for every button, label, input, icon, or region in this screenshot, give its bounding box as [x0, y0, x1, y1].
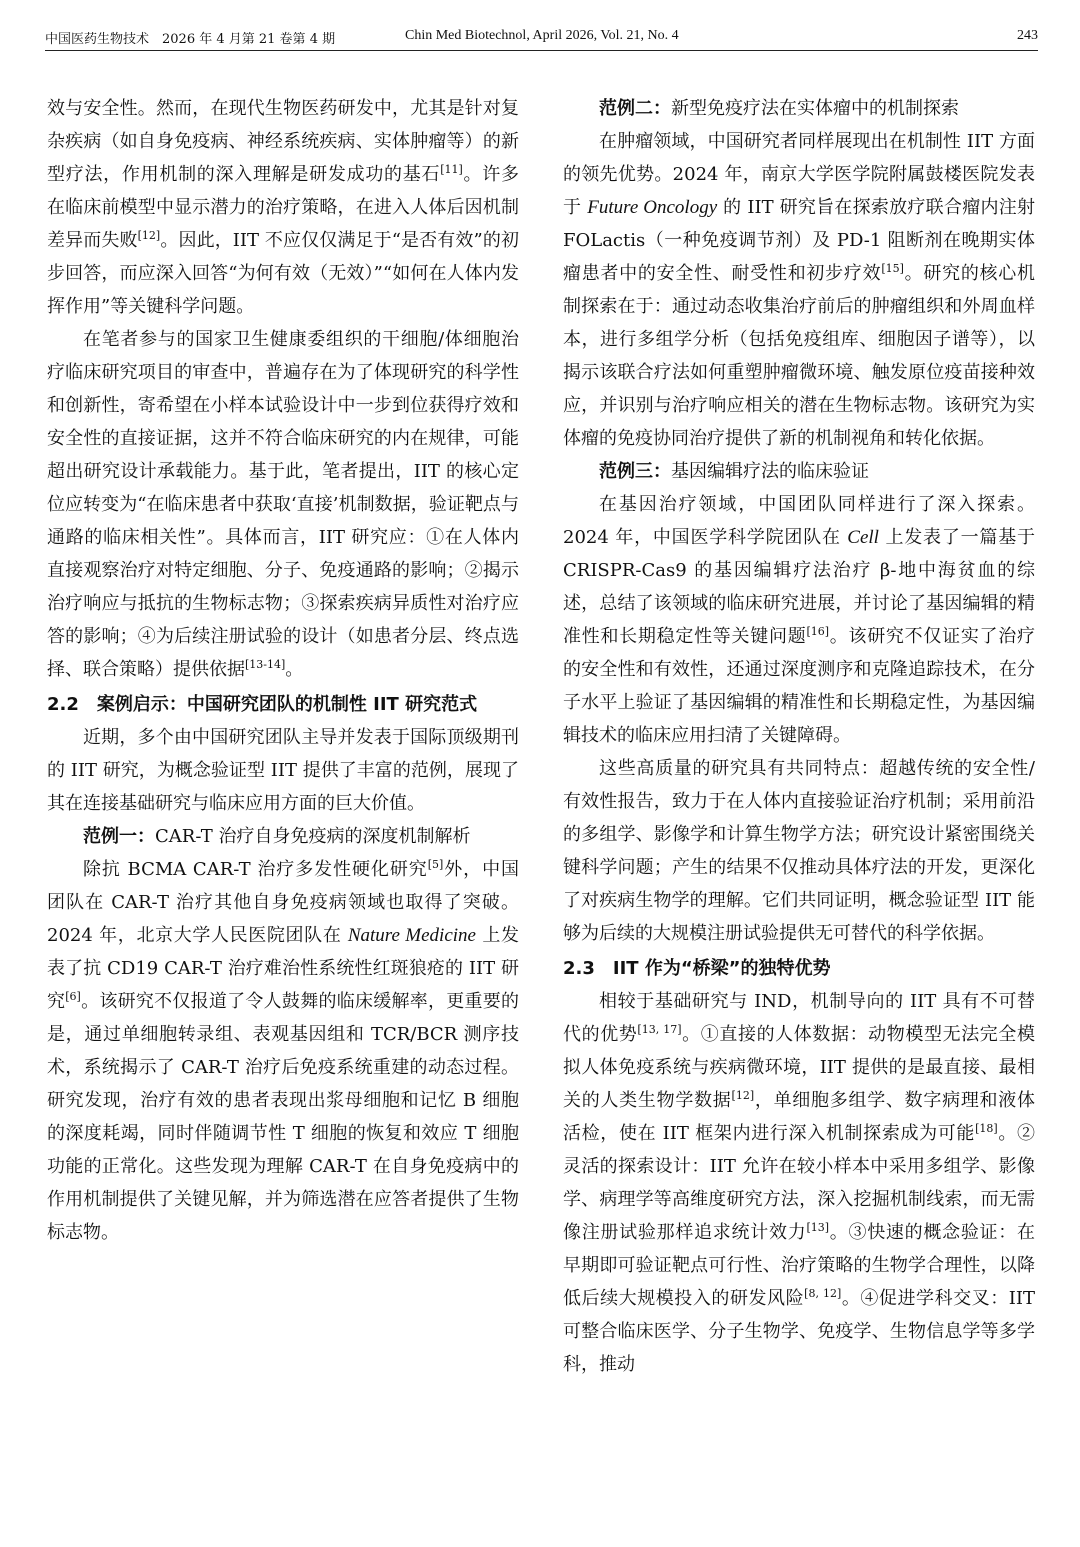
right-column [563, 92, 1035, 1381]
journal-cn: 中国医药生物技术 2026 年 4 月第 21 卷第 4 期 [45, 32, 336, 47]
journal-en: Chin Med Biotechnol, April 2026, Vol. 21, No. 4 [405, 28, 679, 43]
journal-name: Cell [847, 527, 879, 548]
paragraph: 这些高质量的研究具有共同特点：超越传统的安全性/有效性报告，致力于在人体内直接验证治疗机制；采用前沿的多组学、影像学和计算生物学方法；研究设计紧密围绕关键科学问题；产生的结果不仅推动具体疗法的开发，更深化了对疾病生物学的理解。它们共同证明，概念验证型 IIT 能够为后续的大规模注册试验提供无可替代的科学依据。 [563, 758, 1035, 944]
journal-name: Future Oncology [587, 197, 718, 218]
journal-name: Nature Medicine [347, 925, 476, 946]
citation[interactable]: [12] [137, 229, 161, 242]
citation[interactable]: [5] [427, 858, 444, 871]
page-number: 243 [1017, 28, 1038, 43]
paragraph: 相较于基础研究与 IND，机制导向的 IIT 具有不可替代的优势[13, 17]。①直接的人体数据：动物模型无法完全模拟人体免疫系统与疾病微环境，IIT 提供的是最直接、最相关的人类生物学数据[12]，单细胞多组学、数字病理和液体活检，使在 IIT 框架内进行深入机制探索成为可能[18]。②灵活的探索设计：IIT 允许在较小样本中采用多组学、影像学、病理学等高维度研究方法，深入挖掘机制线索，而无需像注册试验那样追求统计效力[13]。③快速的概念验证：在早期即可验证靶点可行性、治疗策略的生物学合理性，以降低后续大规模投入的研发风险[8, 12]。④促进学科交叉：IIT 可整合临床医学、分子生物学、免疫学、生物信息学等多学科，推动 [563, 991, 1036, 1375]
section-heading-2-2: 2.2 案例启示：中国研究团队的机制性 IIT 研究范式 [47, 694, 478, 715]
example-heading: 范例一：CAR-T 治疗自身免疫病的深度机制解析 [83, 826, 471, 847]
running-header [45, 28, 1038, 51]
section-heading-2-3: 2.3 IIT 作为“桥梁”的独特优势 [563, 958, 831, 979]
citation[interactable]: [18] [975, 1122, 998, 1135]
citation[interactable]: [13] [806, 1221, 830, 1234]
citation[interactable]: [13-14] [245, 658, 286, 671]
paragraph: 近期，多个由中国研究团队主导并发表于国际顶级期刊的 IIT 研究，为概念验证型 IIT 提供了丰富的范例，展现了其在连接基础研究与临床应用方面的巨大价值。 [47, 727, 519, 814]
citation[interactable]: [16] [806, 625, 830, 638]
citation[interactable]: [13, 17] [637, 1023, 682, 1036]
citation[interactable]: [8, 12] [804, 1287, 842, 1300]
paragraph: 在笔者参与的国家卫生健康委组织的干细胞/体细胞治疗临床研究项目的审查中，普遍存在为了体现研究的科学性和创新性，寄希望在小样本试验设计中一步到位获得疗效和安全性的直接证据，这并不符合临床研究的内在规律，可能超出研究设计承载能力。基于此，笔者提出，IIT 的核心定位应转变为“在临床患者中获取‘直接’机制数据，验证靶点与通路的临床相关性”。具体而言，IIT 研究应：①在人体内直接观察治疗对特定细胞、分子、免疫通路的影响；②揭示治疗响应与抵抗的生物标志物；③探索疾病异质性对治疗应答的影响；④为后续注册试验的设计（如患者分层、终点选择、联合策略）提供依据[13-14]。 [47, 329, 519, 680]
left-column [47, 92, 519, 1249]
citation[interactable]: [6] [65, 990, 81, 1003]
paragraph: 在肿瘤领域，中国研究者同样展现出在机制性 IIT 方面的领先优势。2024 年，南京大学医学院附属鼓楼医院发表于 Future Oncology 的 IIT 研究旨在探索放疗联合瘤内注射 FOLactis（一种免疫调节剂）及 PD-1 阻断剂在晚期实体瘤患者中的安全性、耐受性和初步疗效[15]。研究的核心机制探索在于：通过动态收集治疗前后的肿瘤组织和外周血样本，进行多组学分析（包括免疫组库、细胞因子谱等），以揭示该联合疗法如何重塑肿瘤微环境、触发原位疫苗接种效应，并识别与治疗响应相关的潜在生物标志物。该研究为实体瘤的免疫协同治疗提供了新的机制视角和转化依据。 [563, 131, 1035, 449]
citation[interactable]: [11] [440, 163, 463, 176]
citation[interactable]: [15] [881, 262, 904, 275]
citation[interactable]: [12] [731, 1089, 755, 1102]
paragraph: 在基因治疗领域，中国团队同样进行了深入探索。2024 年，中国医学科学院团队在 Cell 上发表了一篇基于 CRISPR-Cas9 的基因编辑疗法治疗 β-地中海贫血的综述，总结了该领域的临床研究进展，并讨论了基因编辑的精准性和长期稳定性等关键问题[16]。该研究不仅证实了治疗的安全性和有效性，还通过深度测序和克隆追踪技术，在分子水平上验证了基因编辑的精准性和长期稳定性，为基因编辑技术的临床应用扫清了关键障碍。 [563, 494, 1036, 746]
paragraph: 除抗 BCMA CAR-T 治疗多发性硬化研究[5]外，中国团队在 CAR-T 治疗其他自身免疫病领域也取得了突破。2024 年，北京大学人民医院团队在 Nature Medicine 上发表了抗 CD19 CAR-T 治疗难治性系统性红斑狼疮的 IIT 研究[6]。该研究不仅报道了令人鼓舞的临床缓解率，更重要的是，通过单细胞转录组、表观基因组和 TCR/BCR 测序技术，系统揭示了 CAR-T 治疗后免疫系统重建的动态过程。研究发现，治疗有效的患者表现出浆母细胞和记忆 B 细胞的深度耗竭，同时伴随调节性 T 细胞的恢复和效应 T 细胞功能的正常化。这些发现为理解 CAR-T 在自身免疫病中的作用机制提供了关键见解，并为筛选潜在应答者提供了生物标志物。 [47, 858, 520, 1243]
example-heading: 范例三：基因编辑疗法的临床验证 [599, 461, 869, 482]
example-heading: 范例二：新型免疫疗法在实体瘤中的机制探索 [599, 98, 959, 119]
paragraph: 效与安全性。然而，在现代生物医药研发中，尤其是针对复杂疾病（如自身免疫病、神经系统疾病、实体肿瘤等）的新型疗法，作用机制的深入理解是研发成功的基石[11]。许多在临床前模型中显示潜力的治疗策略，在进入人体后因机制差异而失败[12]。因此，IIT 不应仅仅满足于“是否有效”的初步回答，而应深入回答“为何有效（无效）”“如何在人体内发挥作用”等关键科学问题。 [47, 98, 520, 317]
